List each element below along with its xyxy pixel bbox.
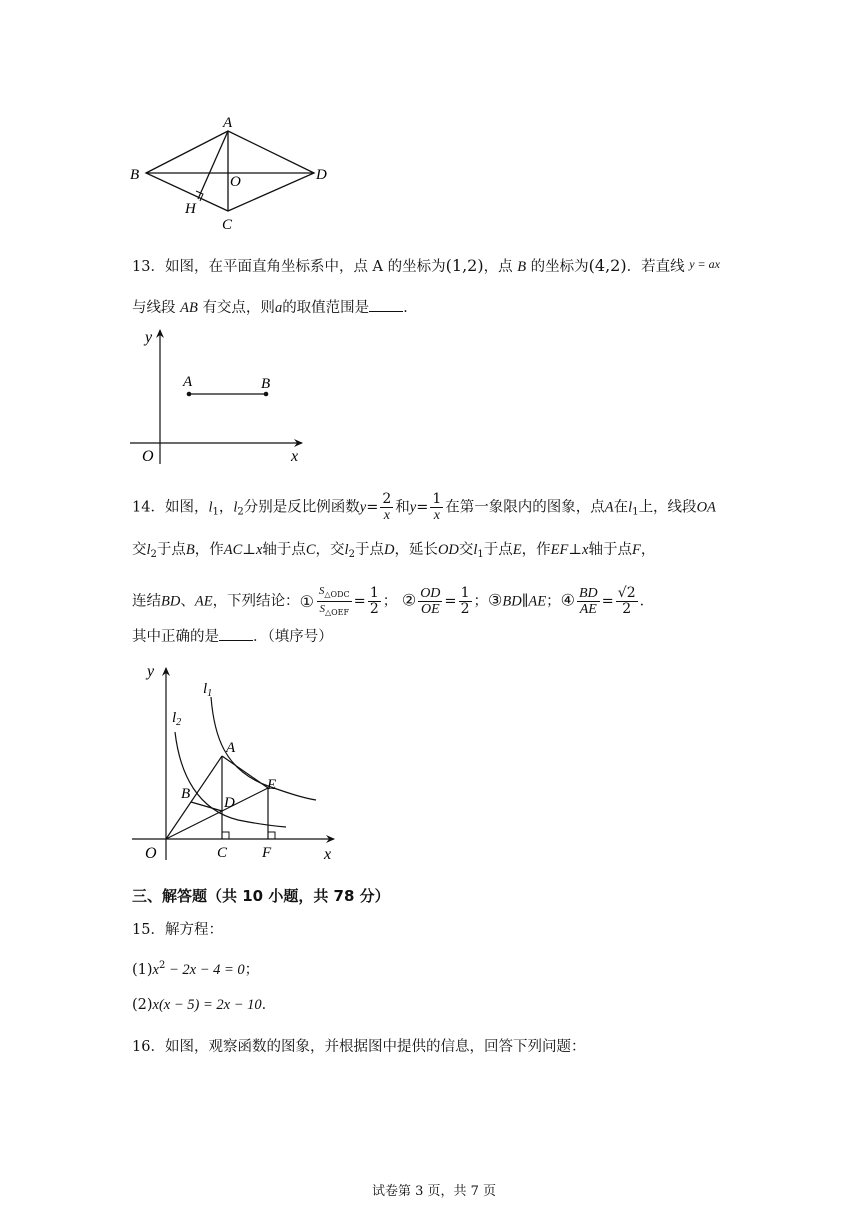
q14-l2: l <box>233 499 238 516</box>
point-b-dot <box>264 392 269 397</box>
q13-text6: 有交点，则 <box>202 300 275 316</box>
q14-ae: AE <box>194 593 213 610</box>
segment-ae <box>222 756 268 788</box>
point-a-dot <box>187 392 192 397</box>
q14-point-b: B <box>185 542 195 558</box>
q13-end: ． <box>403 300 418 316</box>
q13-coord-b: (4,2) <box>588 256 627 275</box>
coordinate-figure-13 <box>128 322 318 467</box>
q16-number: 16． <box>132 1039 165 1055</box>
q14-line1 <box>132 492 716 523</box>
q14-l2c: l <box>344 542 349 558</box>
label-F: F <box>262 845 272 861</box>
l1-sub: 1 <box>207 688 213 699</box>
frac-num: 2 <box>382 491 392 507</box>
right-angle-mark-c <box>222 832 229 839</box>
s-sub: △ODC <box>324 590 350 599</box>
frac-num: √2 <box>617 585 636 601</box>
q13-text7: 的取值范围是 <box>282 300 370 316</box>
q13-line2 <box>132 297 418 318</box>
label-D: D <box>224 795 235 811</box>
q14-eq2: = <box>416 499 429 516</box>
q14-point-e: E <box>512 542 522 558</box>
q14-point-a: A <box>604 499 614 516</box>
q14-l2c-sub: 2 <box>348 549 355 560</box>
q15-end: ． <box>261 997 277 1013</box>
q16-line1 <box>132 1037 585 1057</box>
q14-text6: 于点 <box>156 542 186 558</box>
label-O: O <box>230 174 241 190</box>
q14-frac-2-over-x <box>380 492 393 523</box>
q14-line3 <box>132 584 654 619</box>
frac-den <box>317 602 352 619</box>
q16-text: 如图，观察函数的图象，并根据图中提供的信息，回答下列问题： <box>164 1039 586 1055</box>
q14-comma: ， <box>218 499 234 516</box>
q14-text19: ．（填序号） <box>253 629 333 645</box>
q14-x2: x <box>582 542 589 558</box>
q13-coord-a: (1,2) <box>445 256 484 275</box>
q14-circle-4: ④ <box>560 590 575 610</box>
rhombus-figure <box>125 112 340 237</box>
q14-l2b-sub: 2 <box>150 549 157 560</box>
frac-num: 1 <box>432 491 442 507</box>
q13-text1: 如图，在平面直角坐标系中，点 A 的坐标为 <box>164 259 446 275</box>
q14-point-d: D <box>383 542 395 558</box>
eq: = <box>353 593 366 610</box>
q13-var-a: a <box>274 300 283 316</box>
q15-eq2: x(x − 5) = 2x − 10 <box>152 997 262 1013</box>
q14-bd-ae <box>577 586 600 617</box>
q14-text4: 上，线段 <box>638 499 697 516</box>
q14-half-1 <box>368 586 381 617</box>
axis-label-y: y <box>147 663 155 680</box>
frac-num: 1 <box>460 585 470 601</box>
q14-text17: ，下列结论： <box>212 593 300 610</box>
label-B: B <box>261 376 271 392</box>
q14-answer-blank[interactable] <box>219 626 253 641</box>
q14-perp2: ⊥ <box>568 542 583 558</box>
q14-l1: l <box>208 499 213 516</box>
q14-frac-1-over-x <box>430 492 443 523</box>
q14-line2 <box>132 540 655 565</box>
l1-letter: l <box>203 681 208 697</box>
s: S <box>319 603 325 615</box>
q13-number: 13． <box>132 259 165 275</box>
q14-text8: 轴于点 <box>262 542 306 558</box>
q15-title: 解方程： <box>164 922 223 938</box>
rhombus-outline <box>146 131 314 211</box>
q14-area-ratio <box>317 584 352 619</box>
section-heading: 三、解答题（共 10 小题，共 78 分） <box>132 887 390 905</box>
q15-eq1-sup: 2 <box>158 960 166 971</box>
q14-text11: ，延长 <box>394 542 438 558</box>
s: S <box>318 585 325 597</box>
q14-sqrt2-over-2 <box>616 586 638 617</box>
label-l1 <box>203 681 212 699</box>
label-A: A <box>226 740 236 756</box>
q14-point-c: C <box>305 542 316 558</box>
page-footer: 试卷第 3 页，共 7 页 <box>371 1184 497 1199</box>
q14-ef: EF <box>550 542 569 558</box>
l2-sub: 2 <box>176 717 182 728</box>
q14-y1: y <box>359 499 367 516</box>
q14-text13: 于点 <box>483 542 513 558</box>
q14-text12: 交 <box>458 542 474 558</box>
q14-l1b: l <box>628 499 633 516</box>
parallel: ∥ <box>521 593 529 610</box>
q14-text16: 连结 <box>132 593 161 610</box>
q14-text3: 在第一象限内的图象，点 <box>445 499 605 516</box>
q14-l1-sub: 1 <box>212 506 219 518</box>
label-l2 <box>172 710 181 728</box>
q15-eq1-rest: − 2x − 4 = 0 <box>165 962 245 978</box>
q14-od-oe <box>418 586 442 617</box>
q14-bd2: BD <box>502 593 522 610</box>
label-D: D <box>316 167 327 183</box>
q15-semi: ； <box>244 962 260 978</box>
q14-od: OD <box>437 542 459 558</box>
q15-part1-label: (1) <box>132 962 153 978</box>
q13-equation: y = ax <box>689 257 720 271</box>
label-C: C <box>222 217 233 233</box>
q14-text2: 分别是反比例函数 <box>243 499 360 516</box>
axis-label-x: x <box>324 846 332 863</box>
label-B: B <box>130 167 140 183</box>
q15-eq1-x: x <box>152 962 159 978</box>
q15-line1 <box>132 920 223 940</box>
frac-den: 2 <box>622 601 632 617</box>
right-angle-mark-f <box>268 832 275 839</box>
q14-text15: 轴于点 <box>588 542 632 558</box>
q15-part2 <box>132 995 276 1015</box>
q14-circle-1: ① <box>299 592 314 611</box>
q14-number: 14． <box>132 499 165 516</box>
q13-text5: 与线段 <box>132 300 176 316</box>
q14-l2-sub: 2 <box>237 506 244 518</box>
q14-text5: 交 <box>132 542 147 558</box>
label-A: A <box>223 115 233 131</box>
q14-dun: 、 <box>180 593 195 610</box>
q14-y2: y <box>409 499 417 516</box>
label-H: H <box>185 201 196 217</box>
q14-oa: OA <box>696 499 716 516</box>
frac-num: 1 <box>369 585 379 601</box>
origin-label: O <box>145 845 157 862</box>
q13-answer-blank[interactable] <box>369 297 403 312</box>
s-sub: △OEF <box>324 608 350 617</box>
q14-ae2: AE <box>528 593 547 610</box>
axis-label-y: y <box>145 329 153 346</box>
label-E: E <box>267 777 277 793</box>
q14-text9: ，交 <box>315 542 345 558</box>
frac-den: x <box>383 508 390 523</box>
altitude-ah <box>198 131 228 199</box>
q14-line4 <box>132 626 333 647</box>
q13-segment-ab: AB <box>180 300 198 316</box>
l2-letter: l <box>172 710 177 726</box>
q15-part1 <box>132 956 259 980</box>
frac-den: AE <box>579 602 597 617</box>
label-C: C <box>217 845 228 861</box>
q14-half-2 <box>459 586 472 617</box>
q14-text1: 如图， <box>164 499 209 516</box>
q14-circle-3: ③ <box>488 590 503 610</box>
semi: ； <box>382 593 398 610</box>
dot: ． <box>639 593 655 610</box>
q14-text7: ，作 <box>194 542 224 558</box>
semi: ； <box>473 593 488 610</box>
q14-perp1: ⊥ <box>242 542 256 558</box>
q14-circle-2: ② <box>401 590 417 610</box>
q14-l1c: l <box>473 542 478 558</box>
frac-den: OE <box>420 602 440 617</box>
semi: ； <box>546 593 561 610</box>
hyperbola-figure-14 <box>128 660 343 865</box>
q14-on: 在 <box>613 499 629 516</box>
q14-l1c-sub: 1 <box>477 549 484 560</box>
q14-l2b: l <box>146 542 151 558</box>
eq: = <box>444 593 457 610</box>
q14-comma2: ， <box>640 542 656 558</box>
q13-line1 <box>132 254 720 277</box>
eq: = <box>601 593 614 610</box>
origin-label: O <box>142 448 154 465</box>
q14-and: 和 <box>395 499 410 516</box>
label-B: B <box>181 786 191 802</box>
q14-eq1: = <box>366 499 379 516</box>
axis-label-x: x <box>291 448 299 465</box>
q14-l1b-sub: 1 <box>632 506 639 518</box>
q15-part2-label: (2) <box>132 997 153 1013</box>
q14-ac: AC <box>223 542 243 558</box>
segment-oa <box>166 756 222 839</box>
q14-point-f: F <box>631 542 641 558</box>
q14-x1: x <box>255 542 263 558</box>
frac-num: OD <box>420 586 441 601</box>
q13-text3: 的坐标为 <box>530 259 589 275</box>
frac-num: BD <box>578 586 598 601</box>
q14-bd: BD <box>161 593 181 610</box>
q14-text14: ，作 <box>521 542 551 558</box>
q14-text10: 于点 <box>354 542 384 558</box>
label-A: A <box>183 374 193 390</box>
q13-point-b: B <box>517 259 527 275</box>
frac-num <box>317 584 352 602</box>
q13-text4: ．若直线 <box>626 259 685 275</box>
q15-number: 15． <box>132 922 165 938</box>
q13-text2: ，点 <box>483 259 513 275</box>
frac-den: 2 <box>369 601 379 617</box>
frac-den: x <box>433 508 440 523</box>
q14-text18: 其中正确的是 <box>132 629 219 645</box>
frac-den: 2 <box>460 601 470 617</box>
